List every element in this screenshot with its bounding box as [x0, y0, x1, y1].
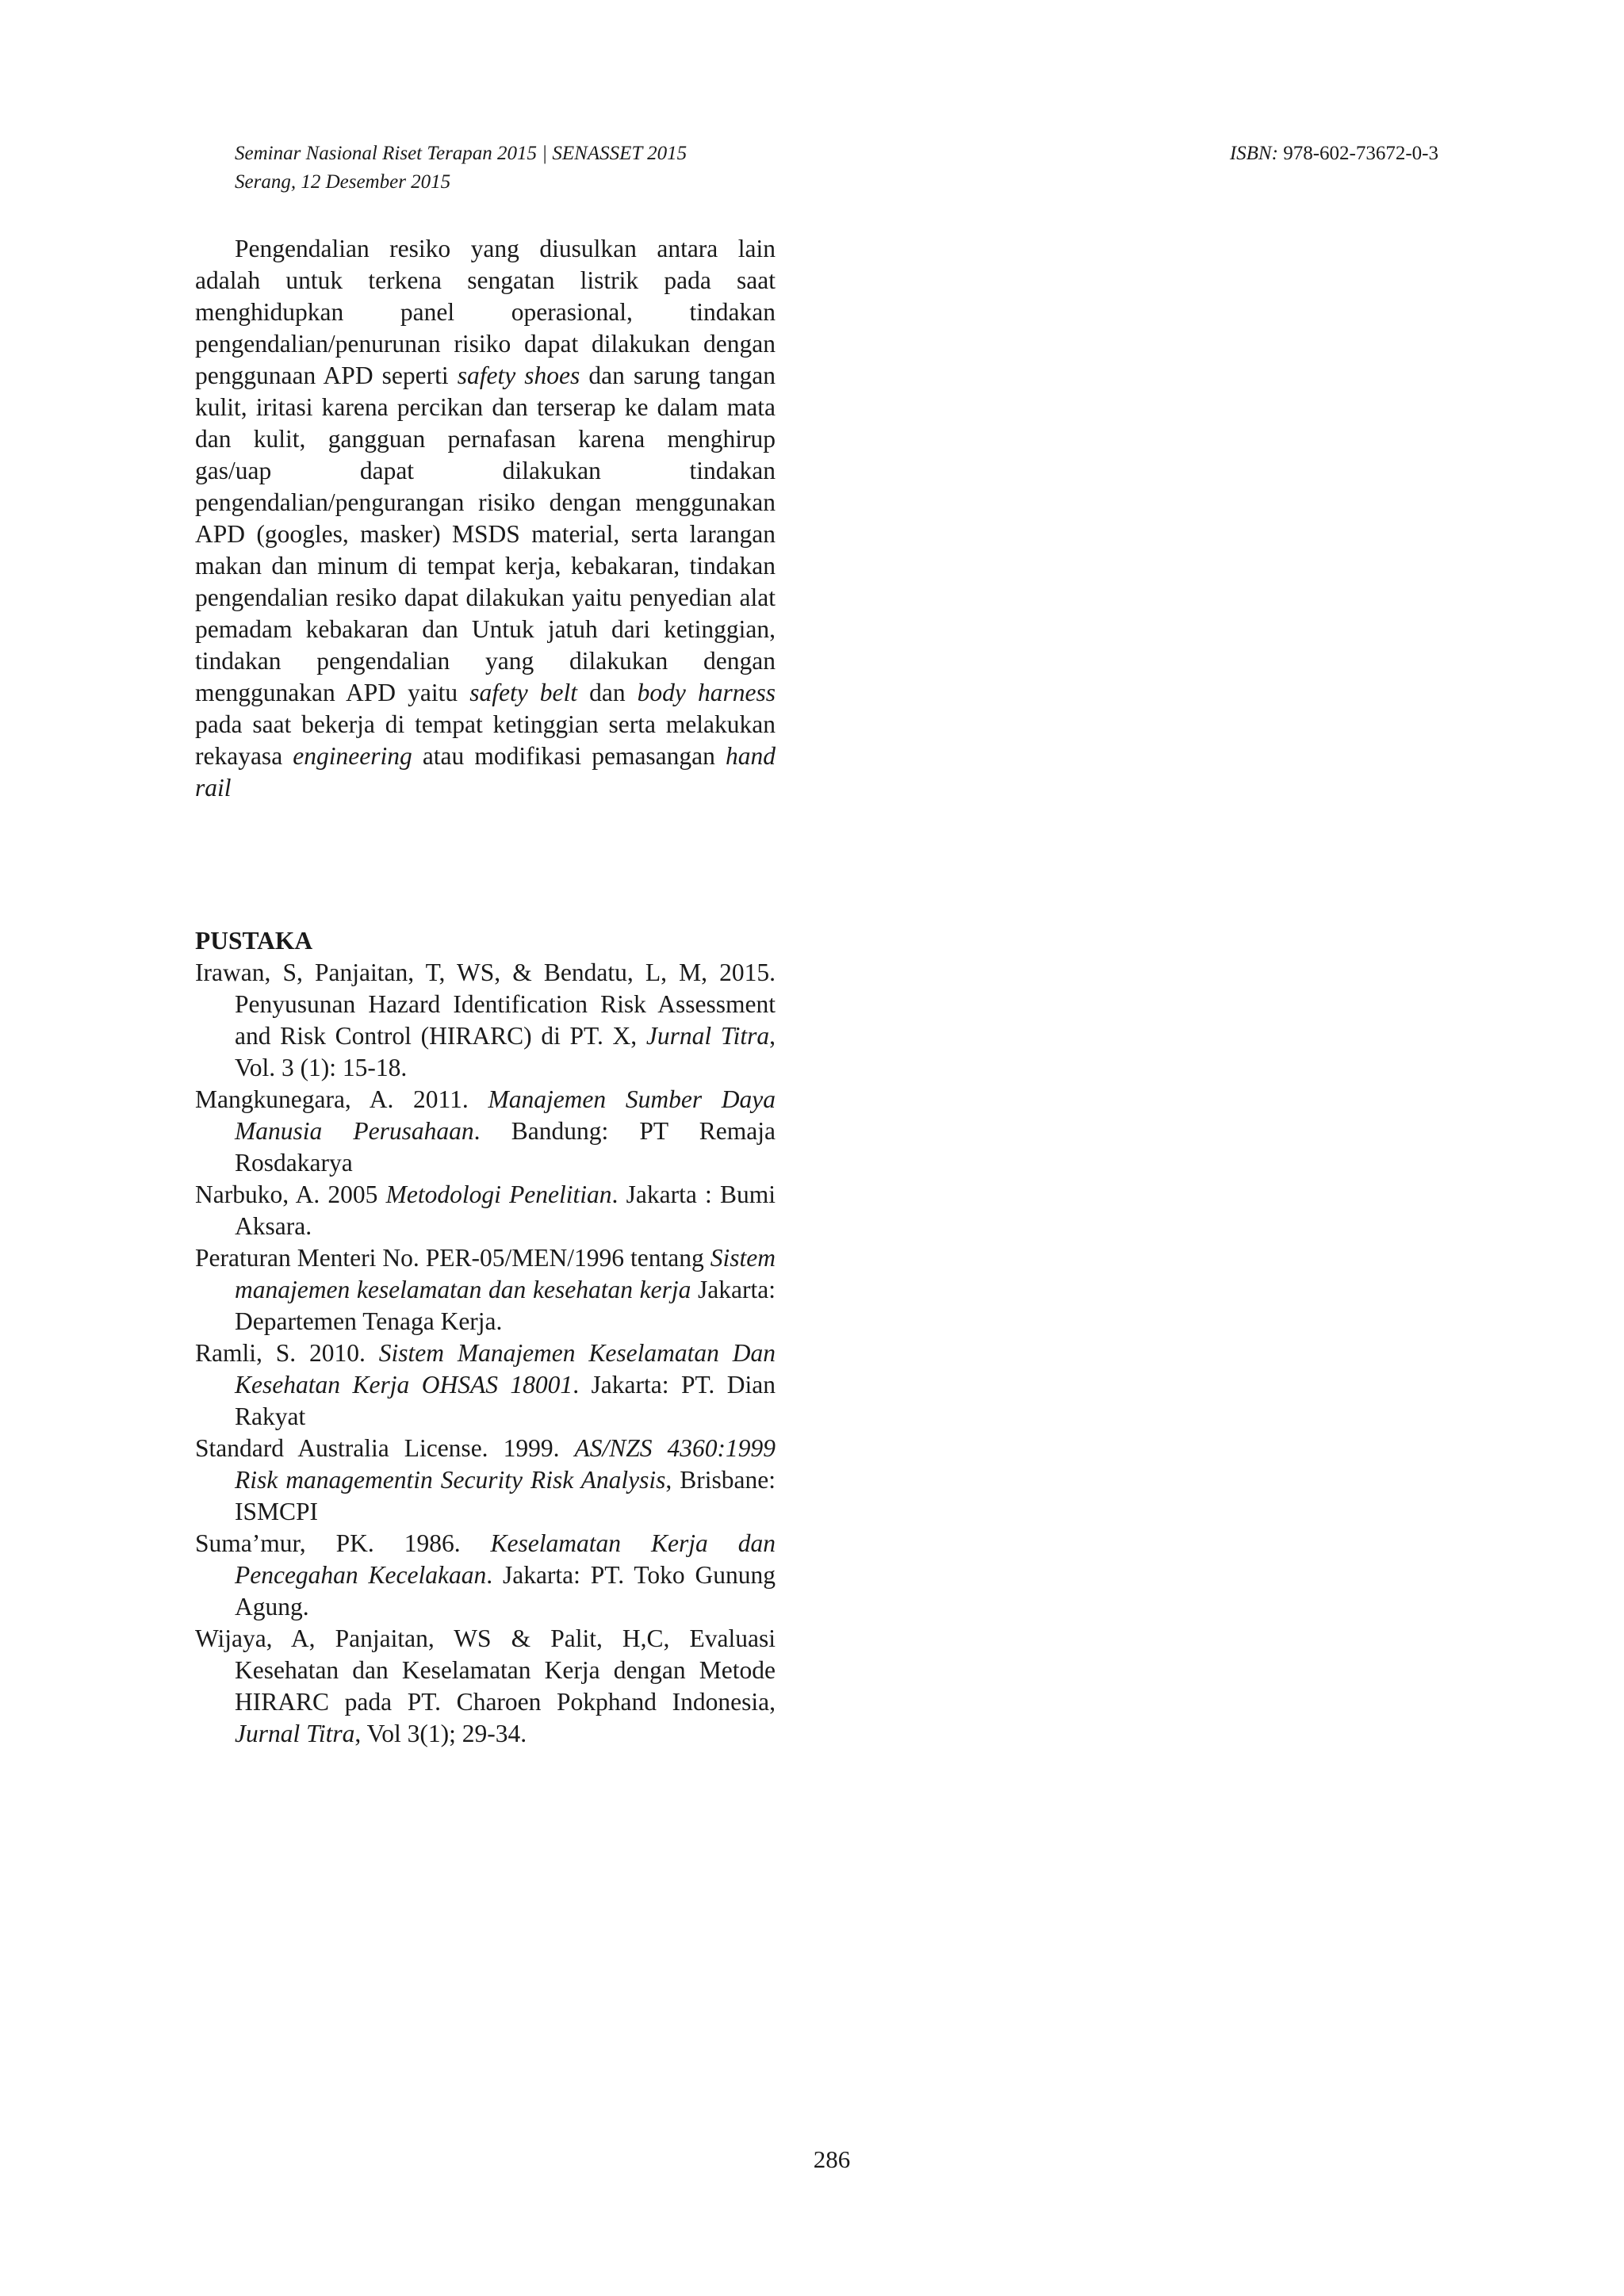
- text-run: . Jakarta : Bumi Aksara.: [235, 1181, 776, 1240]
- italic-text: Jurnal Titra: [235, 1720, 355, 1747]
- text-run: pada saat bekerja di tempat ketinggian serta melakukan rekayasa: [195, 710, 776, 770]
- page-number: 286: [813, 2145, 851, 2173]
- isbn-value: 978-602-73672-0-3: [1283, 143, 1438, 164]
- text-run: Jakarta: Departemen Tenaga Kerja.: [235, 1276, 776, 1335]
- italic-text: AS/NZS 4360:1999 Risk managementin Security Risk Analysis: [235, 1434, 776, 1494]
- body-paragraph: [195, 233, 776, 804]
- italic-text: hand rail: [195, 742, 776, 802]
- reference-item: [195, 1242, 776, 1337]
- italic-text: safety shoes: [457, 362, 580, 389]
- italic-text: Metodologi Penelitian: [385, 1181, 612, 1208]
- text-run: Pengendalian resiko yang diusulkan antara lain adalah untuk terkena sengatan listrik pada saat menghidupkan panel operasional, tindakan pengendalian/penurunan risiko dapat dilakukan dengan penggunaan APD seperti: [195, 235, 776, 389]
- conference-title: Seminar Nasional Riset Terapan 2015 | SENASSET 2015: [235, 143, 688, 164]
- text-run: dan: [577, 679, 638, 706]
- italic-text: Jurnal Titra: [645, 1022, 770, 1050]
- text-run: , Brisbane: ISMCPI: [235, 1466, 776, 1525]
- text-run: , Vol 3(1); 29-34.: [354, 1720, 527, 1747]
- text-run: Ramli, S. 2010.: [195, 1339, 379, 1367]
- text-run: Standard Australia License. 1999.: [195, 1434, 575, 1462]
- italic-text: Sistem manajemen keselamatan dan kesehatan kerja: [235, 1244, 776, 1303]
- reference-item: [195, 1623, 776, 1750]
- italic-text: Manajemen Sumber Daya Manusia Perusahaan: [235, 1085, 776, 1145]
- text-run: , Vol. 3 (1): 15-18.: [235, 1022, 776, 1081]
- reference-item: [195, 1528, 776, 1623]
- reference-item: [195, 1337, 776, 1433]
- reference-item: [195, 1084, 776, 1179]
- references-heading: PUSTAKA: [195, 927, 313, 955]
- reference-item: [195, 1433, 776, 1528]
- italic-text: safety belt: [469, 679, 578, 706]
- conference-place-date: Serang, 12 Desember 2015: [235, 171, 451, 193]
- text-run: Irawan, S, Panjaitan, T, WS, & Bendatu, L, M, 2015. Penyusunan Hazard Identification Risk Assessment and Risk Control (HIRARC) di PT. X,: [195, 959, 776, 1050]
- text-run: . Jakarta: PT. Dian Rakyat: [235, 1371, 776, 1430]
- italic-text: engineering: [293, 742, 412, 770]
- running-header: [235, 140, 687, 197]
- text-run: . Jakarta: PT. Toko Gunung Agung.: [235, 1561, 776, 1621]
- paragraph-text: [195, 233, 776, 804]
- text-run: Wijaya, A, Panjaitan, WS & Palit, H,C, Evaluasi Kesehatan dan Keselamatan Kerja dengan Metode HIRARC pada PT. Charoen Pokphand Indonesia,: [195, 1624, 776, 1716]
- references-list: [195, 957, 776, 1750]
- text-run: . Bandung: PT Remaja Rosdakarya: [235, 1117, 776, 1177]
- italic-text: Keselamatan Kerja dan Pencegahan Kecelakaan: [235, 1529, 776, 1589]
- reference-item: [195, 957, 776, 1084]
- text-run: dan sarung tangan kulit, iritasi karena percikan dan terserap ke dalam mata dan kulit, gangguan pernafasan karena menghirup gas/uap dapat dilakukan tindakan pengendalian/pengurangan risiko dengan menggunakan APD (googles, masker) MSDS material, serta larangan makan dan minum di tempat kerja, kebakaran, tindakan pengendalian resiko dapat dilakukan yaitu penyedian alat pemadam kebakaran dan Untuk jatuh dari ketinggian, tindakan pengendalian yang dilakukan dengan menggunakan APD yaitu: [195, 362, 776, 706]
- isbn-label: ISBN:: [1229, 143, 1278, 164]
- references-section: [195, 925, 776, 1750]
- italic-text: body harness: [637, 679, 776, 706]
- text-run: Peraturan Menteri No. PER-05/MEN/1996 tentang: [195, 1244, 710, 1272]
- italic-text: Sistem Manajemen Keselamatan Dan Kesehatan Kerja OHSAS 18001: [235, 1339, 776, 1399]
- text-run: atau modifikasi pemasangan: [412, 742, 726, 770]
- reference-item: [195, 1179, 776, 1242]
- text-run: Suma’mur, PK. 1986.: [195, 1529, 491, 1557]
- isbn: [1230, 140, 1438, 168]
- text-run: Narbuko, A. 2005: [195, 1181, 386, 1208]
- text-run: Mangkunegara, A. 2011.: [195, 1085, 488, 1113]
